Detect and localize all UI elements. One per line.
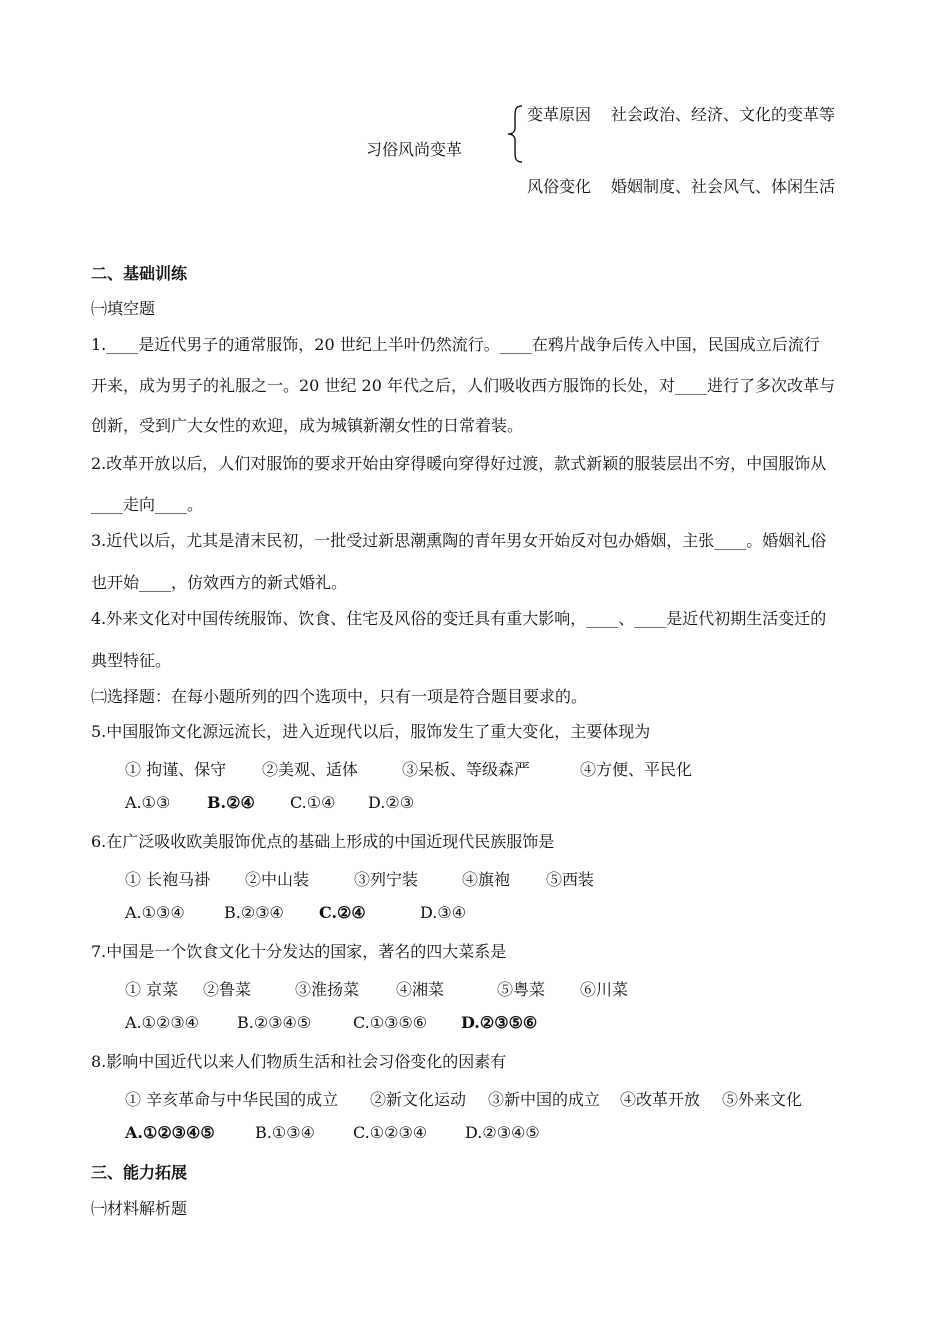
- q1-line-1: 1.____是近代男子的通常服饰，20 世纪上半叶仍然流行。____在鸦片战争后传入中国，民国成立后流行: [91, 335, 820, 354]
- q3-line-1: 3.近代以后，尤其是清末民初，一批受过新思潮熏陶的青年男女开始反对包办婚姻，主张____。婚姻礼俗: [91, 531, 827, 550]
- q5-item-2: ②美观、适体: [262, 760, 359, 779]
- q7-stem: 7.中国是一个饮食文化十分发达的国家，著名的四大菜系是: [91, 942, 507, 961]
- q5-stem: 5.中国服饰文化源远流长，进入近现代以后，服饰发生了重大变化，主要体现为: [91, 722, 651, 741]
- curly-brace: [505, 104, 525, 164]
- q5-option-a: A.①③: [125, 793, 171, 812]
- q8-stem: 8.影响中国近代以来人们物质生活和社会习俗变化的因素有: [91, 1052, 507, 1071]
- q4-line-2: 典型特征。: [91, 651, 172, 670]
- section-title-basic-training: 二、基础训练: [91, 264, 188, 283]
- q8-option-b: B.①③④: [255, 1123, 315, 1142]
- q5-item-4: ④方便、平民化: [580, 760, 693, 779]
- branch-cause-detail: 社会政治、经济、文化的变革等: [611, 105, 836, 124]
- q7-item-6: ⑥川菜: [580, 980, 629, 999]
- q2-line-2: ____走向____。: [91, 495, 204, 514]
- branch-cause-label: 变革原因: [527, 105, 592, 124]
- q6-option-b: B.②③④: [224, 903, 284, 922]
- material-analysis-heading: ㈠材料解析题: [91, 1199, 188, 1218]
- q7-item-5: ⑤粤菜: [497, 980, 546, 999]
- section-title-ability-extension: 三、能力拓展: [91, 1163, 188, 1182]
- q8-option-a: A.①②③④⑤: [125, 1123, 215, 1142]
- q8-item-2: ②新文化运动: [370, 1090, 467, 1109]
- q7-item-1: ① 京菜: [125, 980, 179, 999]
- q8-item-4: ④改革开放: [620, 1090, 701, 1109]
- q8-item-5: ⑤外来文化: [722, 1090, 803, 1109]
- q6-item-4: ④旗袍: [462, 870, 511, 889]
- q6-item-5: ⑤西装: [546, 870, 595, 889]
- q7-option-b: B.②③④⑤: [237, 1013, 312, 1032]
- q6-option-c: C.②④: [319, 903, 366, 922]
- q6-item-2: ②中山装: [245, 870, 310, 889]
- q4-line-1: 4.外来文化对中国传统服饰、饮食、住宅及风俗的变迁具有重大影响，____、____是近代初期生活变迁的: [91, 609, 827, 628]
- q7-item-2: ②鲁菜: [203, 980, 252, 999]
- branch-change-label: 风俗变化: [527, 177, 592, 196]
- fill-blank-heading: ㈠填空题: [91, 299, 156, 318]
- q8-item-3: ③新中国的成立: [488, 1090, 601, 1109]
- diagram-root-label: 习俗风尚变革: [366, 140, 463, 159]
- branch-change-detail: 婚姻制度、社会风气、体闲生活: [611, 177, 836, 196]
- q5-item-3: ③呆板、等级森严: [402, 760, 531, 779]
- q6-option-d: D.③④: [420, 903, 467, 922]
- q1-line-2: 开来，成为男子的礼服之一。20 世纪 20 年代之后，人们吸收西方服饰的长处，对____进行了多次改革与: [91, 376, 835, 395]
- q8-item-1: ① 辛亥革命与中华民国的成立: [125, 1090, 339, 1109]
- choice-heading: ㈡选择题：在每小题所列的四个选项中，只有一项是符合题目要求的。: [91, 687, 588, 706]
- q5-option-d: D.②③: [368, 793, 415, 812]
- q6-item-3: ③列宁装: [354, 870, 419, 889]
- q5-option-b: B.②④: [207, 793, 255, 812]
- q7-option-c: C.①③⑤⑥: [353, 1013, 428, 1032]
- q1-line-3: 创新，受到广大女性的欢迎，成为城镇新潮女性的日常着装。: [91, 416, 524, 435]
- q7-option-d: D.②③⑤⑥: [461, 1013, 538, 1032]
- q6-item-1: ① 长袍马褂: [125, 870, 211, 889]
- q5-item-1: ① 拘谨、保守: [125, 760, 227, 779]
- q8-option-d: D.②③④⑤: [465, 1123, 540, 1142]
- q3-line-2: 也开始____，仿效西方的新式婚礼。: [91, 573, 348, 592]
- q7-option-a: A.①②③④: [125, 1013, 200, 1032]
- q8-option-c: C.①②③④: [353, 1123, 428, 1142]
- q6-option-a: A.①③④: [125, 903, 185, 922]
- q2-line-1: 2.改革开放以后，人们对服饰的要求开始由穿得暖向穿得好过渡，款式新颖的服装层出不穷，中国服饰从: [91, 454, 827, 473]
- q6-stem: 6.在广泛吸收欧美服饰优点的基础上形成的中国近现代民族服饰是: [91, 832, 555, 851]
- q7-item-4: ④湘菜: [396, 980, 445, 999]
- q5-option-c: C.①④: [290, 793, 336, 812]
- q7-item-3: ③淮扬菜: [295, 980, 360, 999]
